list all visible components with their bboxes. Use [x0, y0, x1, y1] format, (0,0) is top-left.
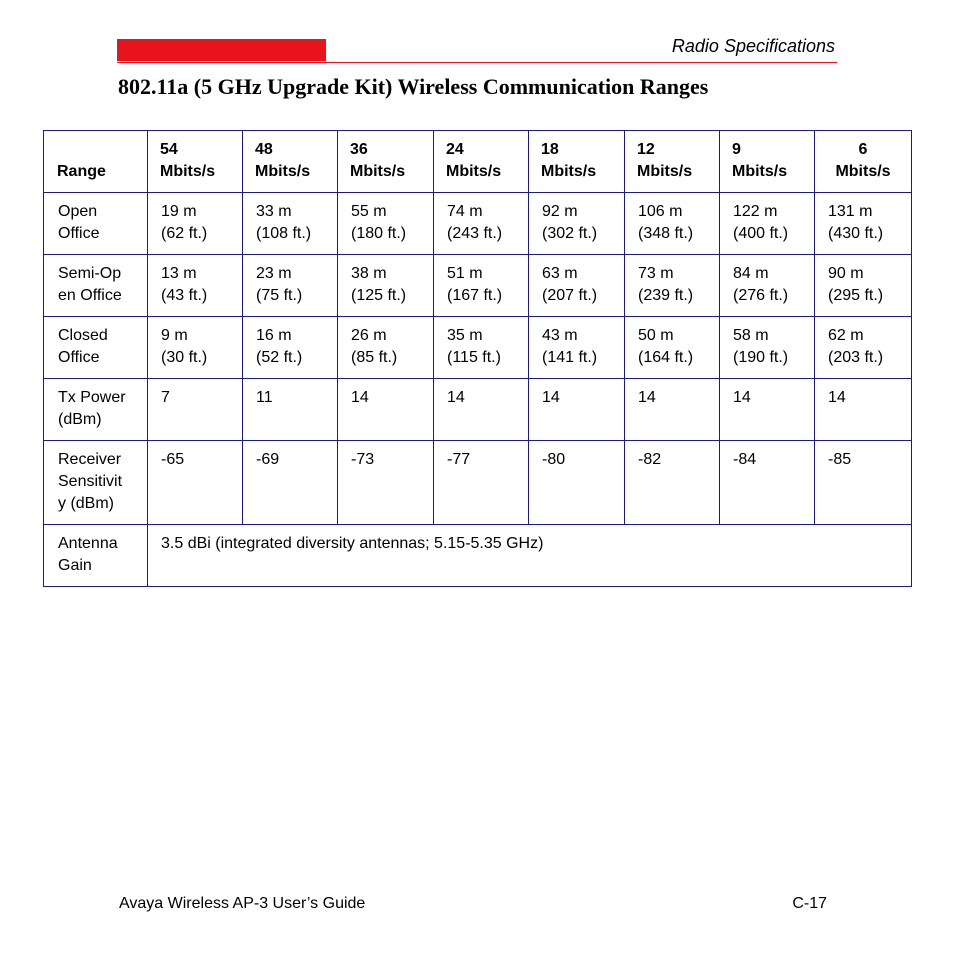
header-color-bar [117, 39, 326, 61]
table-row-antenna [44, 525, 912, 587]
table-cell: 35 m (115 ft.) [434, 317, 529, 379]
header-rate: 48 Mbits/s [243, 131, 338, 193]
section-title: 802.11a (5 GHz Upgrade Kit) Wireless Communication Ranges [118, 74, 709, 99]
header-rate: 24 Mbits/s [434, 131, 529, 193]
table-cell: 92 m (302 ft.) [529, 193, 625, 255]
table-header-row [44, 131, 912, 193]
table-cell: 38 m (125 ft.) [338, 255, 434, 317]
table-cell: 84 m (276 ft.) [720, 255, 815, 317]
table-cell: 14 [529, 379, 625, 441]
footer-guide-title: Avaya Wireless AP-3 User’s Guide [119, 895, 366, 912]
header-rate: 9 Mbits/s [720, 131, 815, 193]
table-cell: 7 [148, 379, 243, 441]
header-rate: 54 Mbits/s [148, 131, 243, 193]
header-rate: 12 Mbits/s [625, 131, 720, 193]
table-cell: 19 m (62 ft.) [148, 193, 243, 255]
table-cell: 14 [720, 379, 815, 441]
table-cell: -77 [434, 441, 529, 525]
table-cell: 23 m (75 ft.) [243, 255, 338, 317]
table-cell: 14 [815, 379, 912, 441]
table-cell: 58 m (190 ft.) [720, 317, 815, 379]
table-cell: 26 m (85 ft.) [338, 317, 434, 379]
table-cell: 106 m (348 ft.) [625, 193, 720, 255]
table-cell: 51 m (167 ft.) [434, 255, 529, 317]
table-cell: 122 m (400 ft.) [720, 193, 815, 255]
table-cell: 62 m (203 ft.) [815, 317, 912, 379]
table-cell: 9 m (30 ft.) [148, 317, 243, 379]
table-cell: 55 m (180 ft.) [338, 193, 434, 255]
header-rate: 6 Mbits/s [815, 131, 912, 193]
table-row [44, 193, 912, 255]
table-cell: 73 m (239 ft.) [625, 255, 720, 317]
table-cell: -80 [529, 441, 625, 525]
table-cell: 43 m (141 ft.) [529, 317, 625, 379]
table-cell: 63 m (207 ft.) [529, 255, 625, 317]
table-cell: -82 [625, 441, 720, 525]
table-cell: 90 m (295 ft.) [815, 255, 912, 317]
antenna-gain-value: 3.5 dBi (integrated diversity antennas; 5.15-5.35 GHz) [148, 525, 912, 587]
table-cell: -84 [720, 441, 815, 525]
table-row [44, 317, 912, 379]
table-row [44, 379, 912, 441]
table-cell: -85 [815, 441, 912, 525]
range-table [43, 130, 912, 587]
row-label: Tx Power (dBm) [44, 379, 148, 441]
running-head: Radio Specifications [671, 36, 835, 56]
row-label: Antenna Gain [44, 525, 148, 587]
table-row [44, 441, 912, 525]
table-cell: -73 [338, 441, 434, 525]
table-row [44, 255, 912, 317]
table-cell: 14 [434, 379, 529, 441]
table-cell: -69 [243, 441, 338, 525]
table-cell: 16 m (52 ft.) [243, 317, 338, 379]
row-label: Semi-Op en Office [44, 255, 148, 317]
table-cell: 50 m (164 ft.) [625, 317, 720, 379]
table-cell: 11 [243, 379, 338, 441]
table-cell: 131 m (430 ft.) [815, 193, 912, 255]
header-rate: 18 Mbits/s [529, 131, 625, 193]
header-rate: 36 Mbits/s [338, 131, 434, 193]
table-cell: -65 [148, 441, 243, 525]
table-cell: 14 [625, 379, 720, 441]
table-cell: 74 m (243 ft.) [434, 193, 529, 255]
table-cell: 33 m (108 ft.) [243, 193, 338, 255]
header-range: Range [44, 131, 148, 193]
table-cell: 13 m (43 ft.) [148, 255, 243, 317]
page-number: C-17 [792, 895, 827, 912]
row-label: Open Office [44, 193, 148, 255]
table-cell: 14 [338, 379, 434, 441]
header-rule [117, 62, 837, 63]
row-label: Closed Office [44, 317, 148, 379]
row-label: Receiver Sensitivit y (dBm) [44, 441, 148, 525]
